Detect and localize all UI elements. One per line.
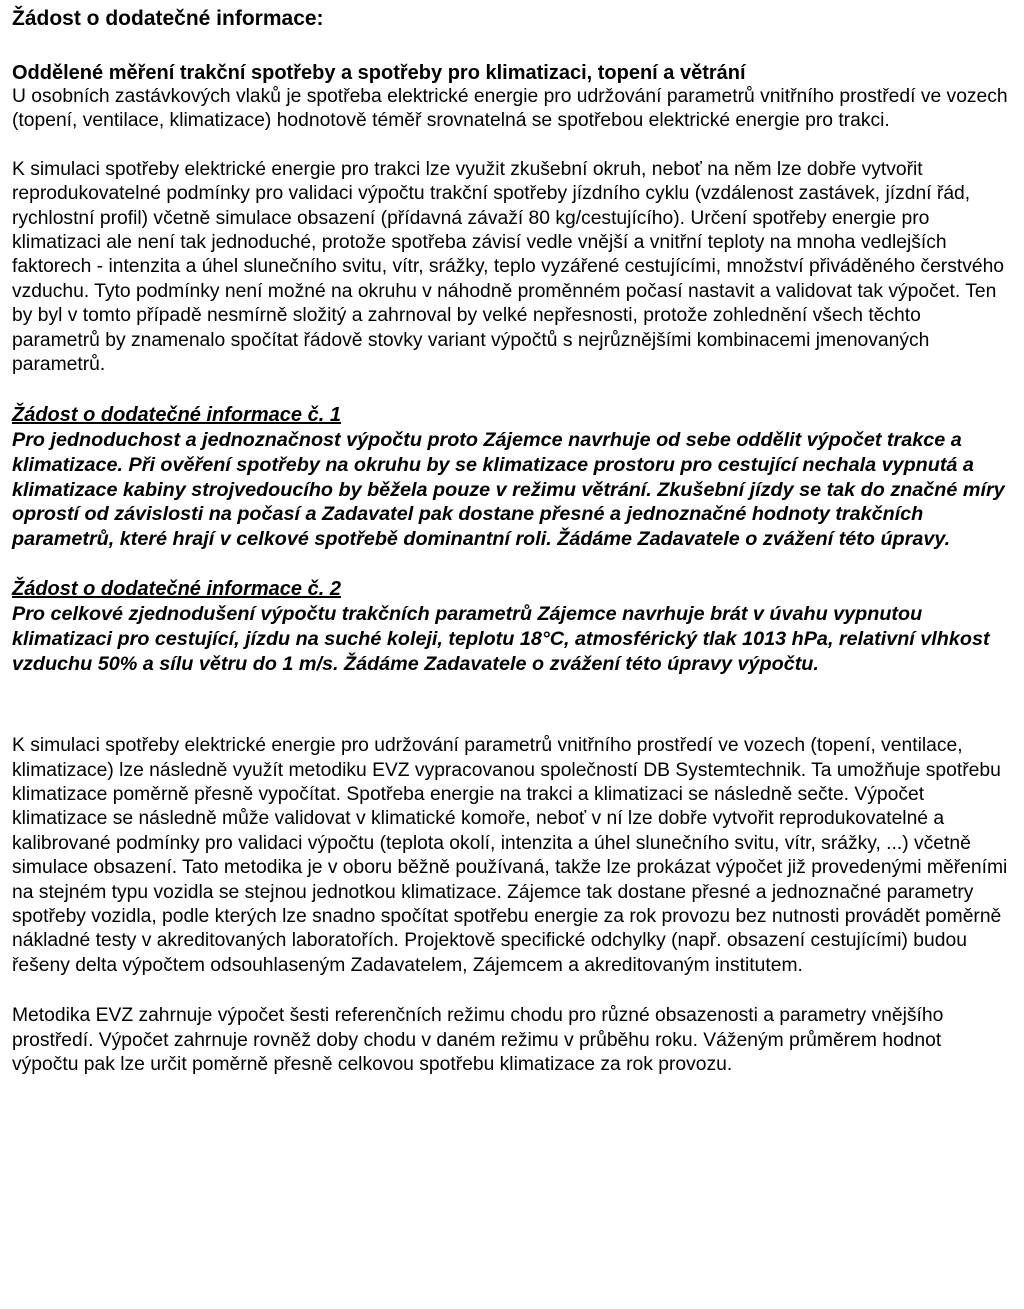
intro-paragraph-2: K simulaci spotřeby elektrické energie pro trakci lze využit zkušební okruh, neboť na něm lze dobře vytvořit reprodukovatelné podmínky pro validaci výpočtu trakční spotřeby jízdního cyklu (vzdálenost zastávek, jízdní řád, rychlostní profil) včetně simulace obsazení (přídavná závaží 80 kg/cestujícího). Určení spotřeby energie pro klimatizaci ale není tak jednoduché, protože spotřeba závisí vedle vnější a vnitřní teploty na mnoha vedlejších faktorech - intenzita a úhel slunečního svitu, vítr, srážky, teplo vyzářené cestujícími, množství přiváděného čerstvého vzduchu. Tyto podmínky není možné na okruhu v náhodně proměnném počasí nastavit a validovat tak výpočet. Ten by byl v tomto případě nesmírně složitý a zahrnoval by velké nepřesnosti, protože zohlednění všech těchto parametrů by znamenalo spočítat řádově stovky variant výpočtů s nejrůznějšími kombinacemi jmenovaných parametrů. xyxy=(12,158,1005,376)
document-page xyxy=(12,6,1012,1078)
request-block-1 xyxy=(12,403,1012,551)
document-title: Žádost o dodatečné informace: xyxy=(12,7,324,30)
request-block-2 xyxy=(12,577,1012,676)
section-heading: Oddělené měření trakční spotřeby a spotřeby pro klimatizaci, topení a větrání xyxy=(12,62,746,84)
request-body-1: Pro jednoduchost a jednoznačnost výpočtu proto Zájemce navrhuje od sebe oddělit výpočet trakce a klimatizace. Při ověření spotřeby na okruhu by se klimatizace prostoru pro cestující nechala vypnutá a klimatizace kabiny strojvedoucího by běžela pouze v režimu větrání. Zkušební jízdy se tak do značné míry oprostí od závislosti na počasí a Zadavatel pak dostane přesné a jednoznačné hodnoty trakčních parametrů, které hrají v celkové spotřebě dominantní roli. Žádáme Zadavatele o zvážení této úpravy. xyxy=(12,429,1005,550)
request-heading-2: Žádost o dodatečné informace č. 2 xyxy=(12,578,341,601)
request-heading-1: Žádost o dodatečné informace č. 1 xyxy=(12,404,341,427)
intro-paragraph-1: U osobních zastávkových vlaků je spotřeba elektrické energie pro udržování parametrů vnitřního prostředí ve vozech (topení, ventilace, klimatizace) hodnotově téměř srovnatelná se spotřebou elektrické energie pro trakci. xyxy=(12,86,1008,132)
outro-paragraph-1: K simulaci spotřeby elektrické energie pro udržování parametrů vnitřního prostředí ve vozech (topení, ventilace, klimatizace) lze následně využít metodiku EVZ vypracovanou společností DB Systemtechnik. Ta umožňuje spotřebu klimatizace poměrně přesně vypočítat. Spotřeba energie na trakci a klimatizaci se následně sečte. Výpočet klimatizace se následně může validovat v klimatické komoře, neboť v ní lze dobře vytvořit reprodukovatelné a kalibrované podmínky pro validaci výpočtu (teplota okolí, intenzita a úhel slunečního svitu, vítr, srážky, ...) včetně simulace obsazení. Tato metodika je v oboru běžně používaná, takže lze prokázat výpočet již provedenými měřeními na stejném typu vozidla se stejnou jednotkou klimatizace. Zájemce tak dostane přesné a jednoznačné parametry spotřeby vozidla, podle kterých lze snadno spočítat spotřebu energie za rok provozu bez nutnosti provádět poměrně nákladné testy v akreditovaných laboratořích. Projektově specifické odchylky (např. obsazení cestujícími) budou řešeny delta výpočtem odsouhlaseným Zadavatelem, Zájemcem a akreditovaným institutem. xyxy=(12,735,1008,976)
request-body-2: Pro celkové zjednodušení výpočtu trakčních parametrů Zájemce navrhuje brát v úvahu vypnutou klimatizaci pro cestující, jízdu na suché koleji, teplotu 18°C, atmosférický tlak 1013 hPa, relativní vlhkost vzduchu 50% a sílu větru do 1 m/s. Žádáme Zadavatele o zvážení této úpravy výpočtu. xyxy=(12,603,990,675)
outro-paragraph-2: Metodika EVZ zahrnuje výpočet šesti referenčních režimu chodu pro různé obsazenosti a parametry vnějšího prostředí. Výpočet zahrnuje rovněž doby chodu v daném režimu v průběhu roku. Váženým průměrem hodnot výpočtu pak lze určit poměrně přesně celkovou spotřebu klimatizace za rok provozu. xyxy=(12,1005,944,1076)
